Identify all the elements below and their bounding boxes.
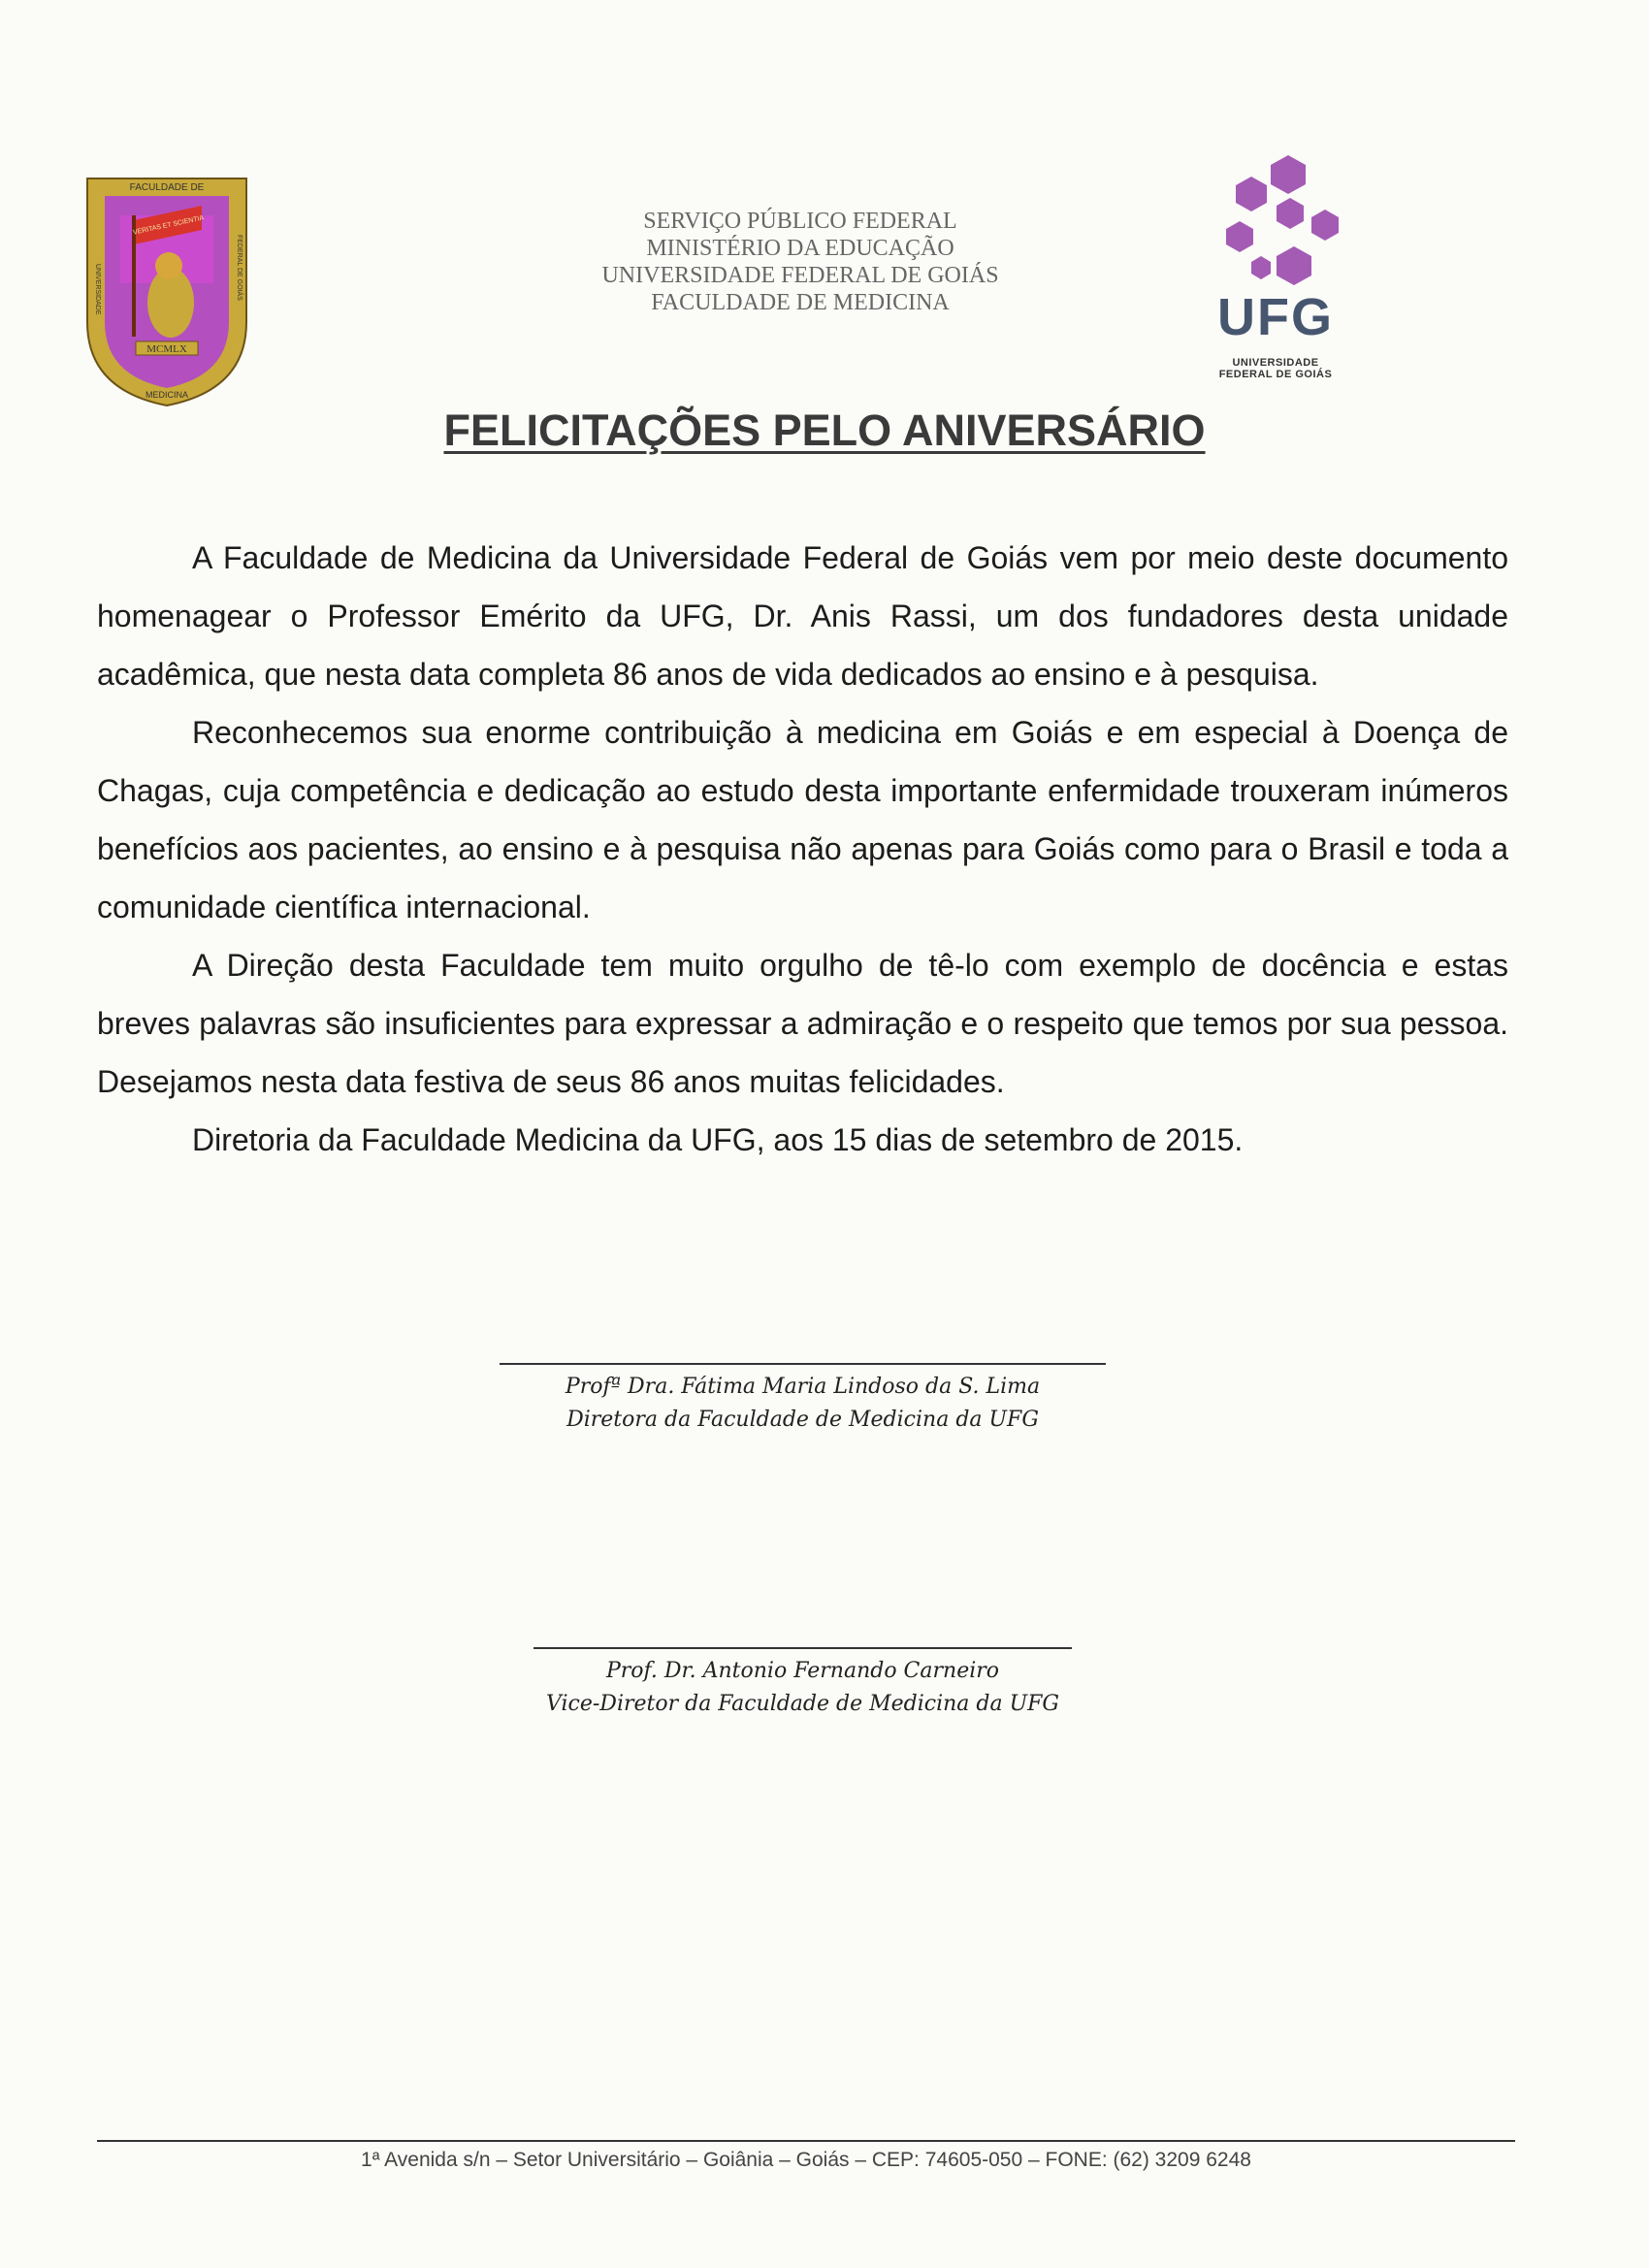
- crest-roman-text: MCMLX: [146, 343, 187, 355]
- institution-line: SERVIÇO PÚBLICO FEDERAL: [643, 209, 957, 234]
- signature-block-director: [500, 1363, 1106, 1437]
- ufg-logo: [1203, 153, 1348, 386]
- date-line: Diretoria da Faculdade Medicina da UFG, aos 15 dias de setembro de 2015.: [192, 1122, 1244, 1157]
- signature-name: Profª Dra. Fátima Maria Lindoso da S. Lima: [565, 1375, 1041, 1399]
- footer-address: 1ª Avenida s/n – Setor Universitário – Goiânia – Goiás – CEP: 74605-050 – FONE: (62) 3209 6248: [361, 2149, 1251, 2171]
- ufg-hexagons-icon: [1203, 153, 1348, 289]
- document-title-text: FELICITAÇÕES PELO ANIVERSÁRIO: [443, 405, 1206, 455]
- ufg-wordmark: UFG: [1217, 288, 1334, 346]
- signature-line: [500, 1363, 1106, 1365]
- letter-body: [97, 529, 1508, 1169]
- crest-right-text: FEDERAL DE GOIÁS: [236, 235, 242, 301]
- body-paragraph: Reconhecemos sua enorme contribuição à medicina em Goiás e em especial à Doença de Chagas, cuja competência e dedicação ao estudo desta importante enfermidade trouxeram inúmeros benefícios aos pacientes, ao ensino e à pesquisa não apenas para Goiás como para o Brasil e toda a comunidade científica internacional.: [97, 715, 1508, 924]
- signature-name: Prof. Dr. Antonio Fernando Carneiro: [605, 1659, 1000, 1683]
- institution-line: MINISTÉRIO DA EDUCAÇÃO: [646, 236, 954, 261]
- institution-header: [524, 208, 1077, 316]
- signature-role: Diretora da Faculdade de Medicina da UFG: [566, 1408, 1039, 1432]
- institution-line: FACULDADE DE MEDICINA: [651, 290, 950, 315]
- document-title: [291, 404, 1358, 458]
- crest-banner-text: VERITAS ET SCIENTIA: [132, 214, 205, 237]
- footer-divider: [97, 2140, 1515, 2142]
- faculdade-medicina-crest-icon: [85, 177, 248, 407]
- crest-top-text: FACULDADE DE: [129, 182, 205, 193]
- signature-role: Vice-Diretor da Faculdade de Medicina da UFG: [546, 1692, 1059, 1716]
- body-paragraph: A Direção desta Faculdade tem muito orgulho de tê-lo com exemplo de docência e estas breves palavras são insuficientes para expressar a admiração e o respeito que temos por sua pessoa. Desejamos nesta data festiva de seus 86 anos muitas felicidades.: [97, 948, 1508, 1099]
- institution-line: UNIVERSIDADE FEDERAL DE GOIÁS: [601, 263, 999, 288]
- ufg-subtitle: [1203, 357, 1348, 380]
- crest-bottom-text: MEDICINA: [145, 390, 189, 400]
- ufg-subtitle-line: UNIVERSIDADE: [1232, 357, 1319, 369]
- signature-block-vice-director: [534, 1647, 1072, 1721]
- body-paragraph: A Faculdade de Medicina da Universidade Federal de Goiás vem por meio deste documento homenagear o Professor Emérito da UFG, Dr. Anis Rassi, um dos fundadores desta unidade acadêmica, que nesta data completa 86 anos de vida dedicados ao ensino e à pesquisa.: [97, 540, 1508, 692]
- signature-line: [534, 1647, 1072, 1649]
- crest-left-text: UNIVERSIDADE: [94, 264, 101, 315]
- ufg-subtitle-line: FEDERAL DE GOIÁS: [1218, 369, 1333, 380]
